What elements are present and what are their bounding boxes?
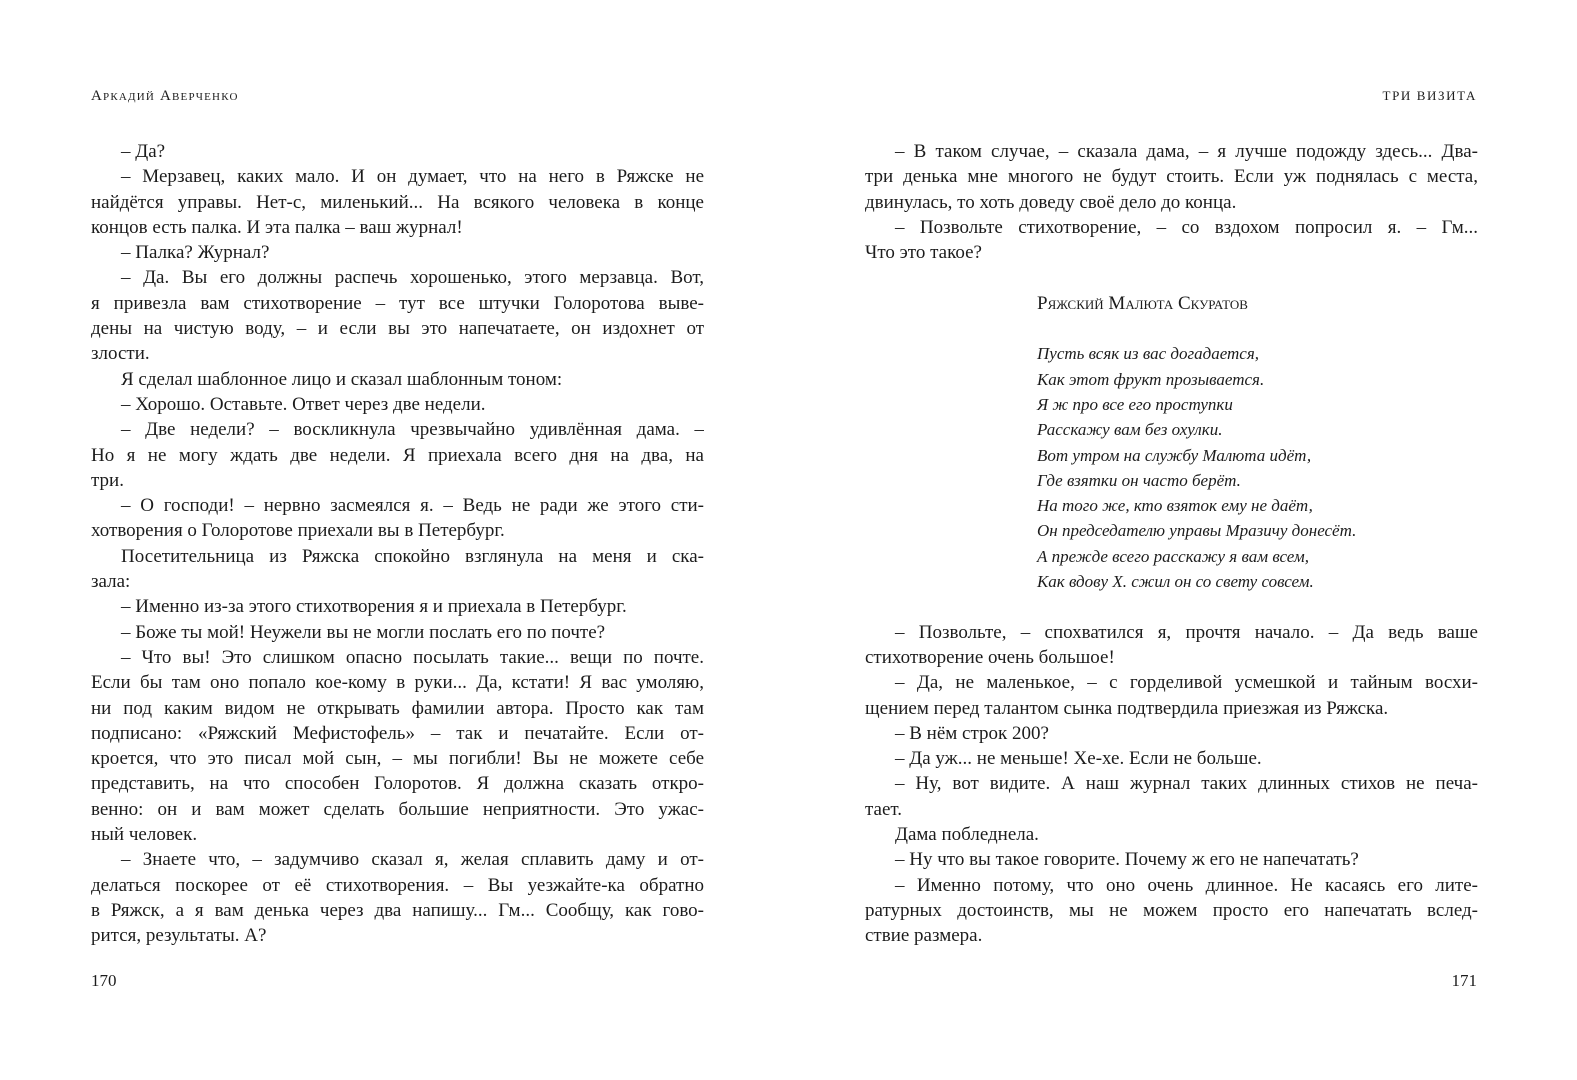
text-line: злости. <box>91 343 150 365</box>
text-line: представить, на что способен Голоротов. Я должна сказать откро- <box>91 773 704 795</box>
poem-line: На того же, кто взяток ему не даёт, <box>1037 496 1313 516</box>
text-line: – Две недели? – воскликнула чрезвычайно удивлённая дама. – <box>121 419 704 441</box>
text-line: делаться поскорее от её стихотворения. – Вы уезжайте-ка обратно <box>91 874 704 896</box>
text-line: зала: <box>91 571 131 593</box>
text-line: Посетительница из Ряжска спокойно взглянула на меня и ска- <box>121 545 704 567</box>
poem-line: Пусть всяк из вас догадается, <box>1037 344 1260 364</box>
text-line: рится, результаты. А? <box>91 925 267 947</box>
text-line: хотворения о Голоротове приехали вы в Петербург. <box>91 520 505 542</box>
page-number: 171 <box>1451 971 1477 990</box>
left-page-text <box>91 139 704 949</box>
running-head-title: ТРИ ВИЗИТА <box>1382 88 1477 103</box>
poem-title: Ряжский Малюта Скуратов <box>1037 292 1248 314</box>
prose-before-poem <box>865 139 1478 265</box>
text-line: – В таком случае, – сказала дама, – я лучше подожду здесь... Два- <box>895 141 1478 162</box>
text-line: – Хорошо. Оставьте. Ответ через две недели. <box>121 393 486 415</box>
running-head-author: Аркадий Аверченко <box>91 88 239 104</box>
text-line: – Да? <box>121 141 166 162</box>
text-line: – Знаете что, – задумчиво сказал я, желая сплавить даму и от- <box>121 849 704 871</box>
poem-line: А прежде всего расскажу я вам всем, <box>1037 546 1310 566</box>
text-line: – Позвольте стихотворение, – со вздохом попросил я. – Гм... <box>895 216 1478 238</box>
poem-line: Я ж про все его проступки <box>1037 394 1233 414</box>
text-line: ратурных достоинств, мы не можем просто его напечатать вслед- <box>865 899 1478 921</box>
prose-after-poem <box>865 620 1478 949</box>
text-line: кроется, что это писал мой сын, – мы погибли! Вы не можете себе <box>91 748 704 770</box>
text-line: венно: он и вам может сделать большие неприятности. Это ужас- <box>91 798 704 820</box>
text-line: – В нём строк 200? <box>895 722 1049 744</box>
text-line: ный человек. <box>91 824 198 846</box>
text-line: – Именно потому, что оно очень длинное. Не касаясь его лите- <box>895 874 1478 896</box>
text-line: я привезла вам стихотворение – тут все штучки Голоротова выве- <box>91 292 704 314</box>
poem-line: Как вдову Х. сжил он со свету совсем. <box>1037 572 1314 592</box>
text-line: три денька мне многого не будут стоить. Если уж поднялась с места, <box>865 166 1478 188</box>
text-line: щением перед талантом сынка подтвердила приезжая из Ряжска. <box>865 697 1389 719</box>
right-page <box>788 0 1577 1080</box>
text-line: – Ну что вы такое говорите. Почему ж его не напечатать? <box>895 849 1359 871</box>
poem-line: Расскажу вам без охулки. <box>1037 420 1223 440</box>
text-line: – Да. Вы его должны распечь хорошенько, этого мерзавца. Вот, <box>121 267 704 289</box>
text-line: – Позвольте, – спохватился я, прочтя начало. – Да ведь ваше <box>895 621 1478 643</box>
text-line: – Ну, вот видите. А наш журнал таких длинных стихов не печа- <box>895 773 1478 795</box>
right-page-text <box>865 139 1478 949</box>
text-line: найдётся управы. Нет-с, миленький... На всякого человека в конце <box>91 191 704 213</box>
text-line: подписано: «Ряжский Мефистофель» – так и печатайте. Если от- <box>91 722 704 744</box>
text-line: двинулась, то хоть доведу своё дело до конца. <box>865 191 1237 213</box>
poem-line: Он председателю управы Мразичу донесёт. <box>1037 521 1357 541</box>
text-line: Дама побледнела. <box>895 824 1039 846</box>
text-line: – Мерзавец, каких мало. И он думает, что на него в Ряжске не <box>121 166 704 188</box>
text-line: – Что вы! Это слишком опасно посылать такие... вещи по почте. <box>121 646 704 668</box>
text-line: стихотворение очень большое! <box>865 646 1115 668</box>
text-line: три. <box>91 469 124 491</box>
text-line: Но я не могу ждать две недели. Я приехала всего дня на два, на <box>91 444 704 466</box>
page-number: 170 <box>91 971 117 990</box>
text-line: ствие размера. <box>865 925 983 947</box>
text-line: Что это такое? <box>865 242 982 264</box>
left-page <box>0 0 788 1080</box>
text-line: – Палка? Журнал? <box>121 242 270 264</box>
text-line: дены на чистую воду, – и если вы это напечатаете, он издохнет от <box>91 318 704 340</box>
poem <box>865 341 1478 594</box>
blank-line <box>865 316 1478 341</box>
text-line: концов есть палка. И эта палка – ваш журнал! <box>91 216 463 238</box>
poem-line: Вот утром на службу Малюта идёт, <box>1037 445 1312 465</box>
text-line: – Именно из-за этого стихотворения я и приехала в Петербург. <box>121 596 627 618</box>
blank-line <box>865 594 1478 619</box>
text-line: – Да уж... не меньше! Хе-хе. Если не больше. <box>895 748 1262 770</box>
text-line: – Боже ты мой! Неужели вы не могли послать его по почте? <box>121 621 606 643</box>
text-line: Я сделал шаблонное лицо и сказал шаблонным тоном: <box>121 368 563 390</box>
poem-line: Где взятки он часто берёт. <box>1037 470 1241 490</box>
text-line: – О господи! – нервно засмеялся я. – Ведь не ради же этого сти- <box>121 495 704 517</box>
text-line: в Ряжск, а я вам денька через два напишу... Гм... Сообщу, как гово- <box>91 899 704 921</box>
text-line: Если бы там оно попало кое-кому в руки... Да, кстати! Я вас умоляю, <box>91 672 704 694</box>
text-line: – Да, не маленькое, – с горделивой усмешкой и тайным восхи- <box>895 672 1478 694</box>
poem-line: Как этот фрукт прозывается. <box>1037 369 1265 389</box>
blank-line <box>865 265 1478 290</box>
text-line: ни под каким видом не открывать фамилии автора. Просто как там <box>91 697 704 719</box>
text-line: тает. <box>865 798 903 820</box>
